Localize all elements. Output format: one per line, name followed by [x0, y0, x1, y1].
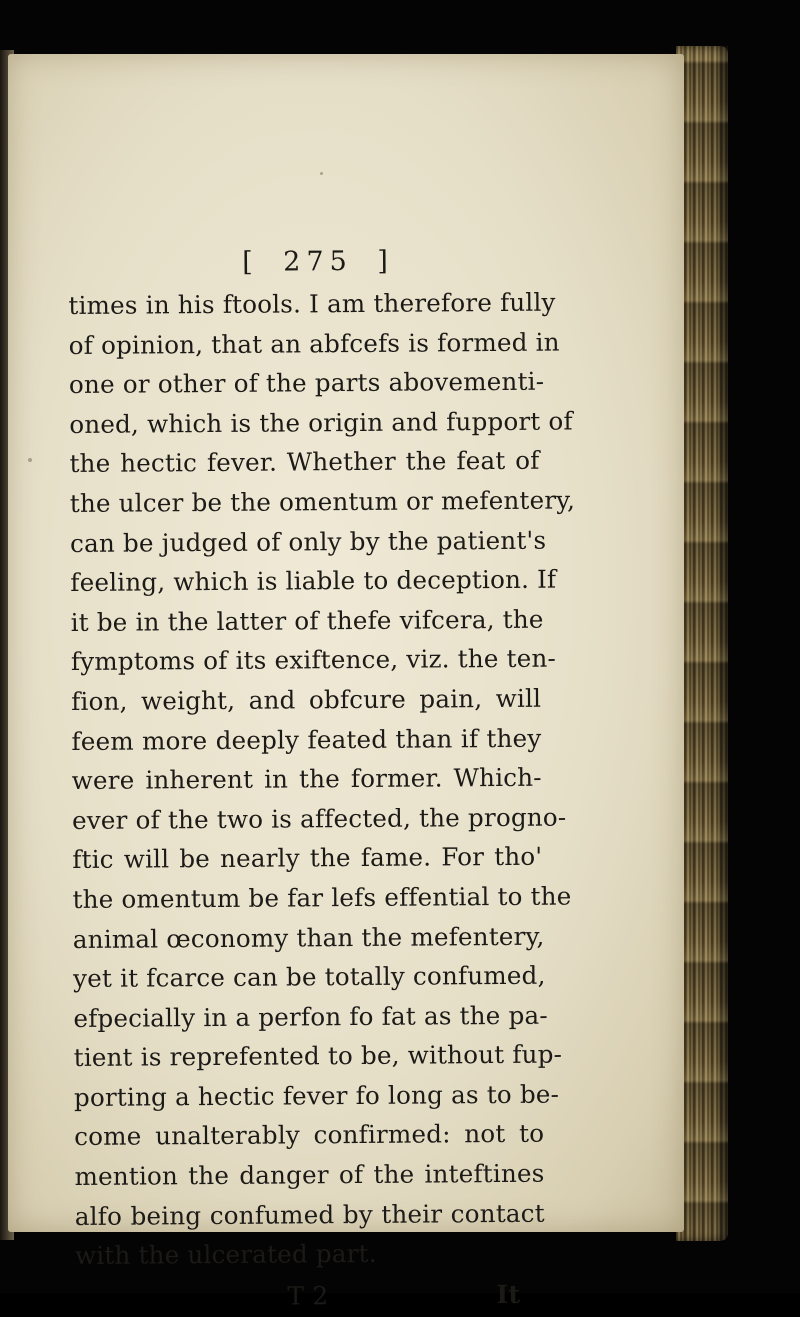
book-page: [8, 54, 684, 1311]
paper-speck: [320, 172, 323, 175]
signature-mark: T 2: [287, 1281, 329, 1311]
text-line: fion, weight, and obfcure pain, will: [71, 683, 542, 716]
text-line: ftic will be nearly the fame. For tho': [72, 842, 543, 875]
page-text: [68, 241, 576, 1317]
text-line: ever of the two is affected, the progno-: [71, 802, 567, 835]
text-line: porting a hectic fever fo long as to be-: [73, 1079, 560, 1112]
text-line: of opinion, that an abfcefs is formed in: [68, 327, 560, 360]
text-line: can be judged of only by the patient's: [69, 525, 547, 558]
text-line: with the ulcerated part.: [74, 1239, 377, 1271]
text-line: it be in the latter of thefe vifcera, the: [70, 604, 544, 637]
text-line: oned, which is the origin and fupport of: [69, 406, 573, 439]
text-line: tient is reprefented to be, without fup-: [73, 1039, 563, 1073]
text-line: one or other of the parts abovementi-: [68, 366, 545, 400]
text-line: feeling, which is liable to deception. If: [70, 564, 557, 598]
text-line: yet it fcarce can be totally confumed,: [73, 960, 546, 994]
text-line: were inherent in the former. Which-: [71, 762, 542, 796]
text-line: mention the danger of the inteftines: [74, 1158, 545, 1192]
text-line: come unalterably confirmed: not to: [74, 1119, 545, 1152]
text-line: efpecially in a perfon fo fat as the pa-: [73, 1000, 548, 1033]
text-line: the hectic fever. Whether the feat of: [69, 446, 540, 479]
text-line: feem more deeply feated than if they: [71, 723, 542, 756]
text-line: animal œconomy than the mefentery,: [72, 921, 545, 954]
page-number: [ 275 ]: [242, 245, 395, 278]
text-line: alfo being confumed by their contact: [74, 1198, 545, 1231]
paper-speck: [28, 458, 32, 462]
catchword: It: [496, 1279, 521, 1309]
text-line: times in his ftools. I am therefore fully: [68, 287, 556, 320]
text-line: fymptoms of its exiftence, viz. the ten-: [70, 643, 557, 677]
text-line: the omentum be far lefs effential to the: [72, 881, 572, 914]
page-footer: [75, 1275, 545, 1317]
text-line: the ulcer be the omentum or mefentery,: [69, 485, 576, 518]
